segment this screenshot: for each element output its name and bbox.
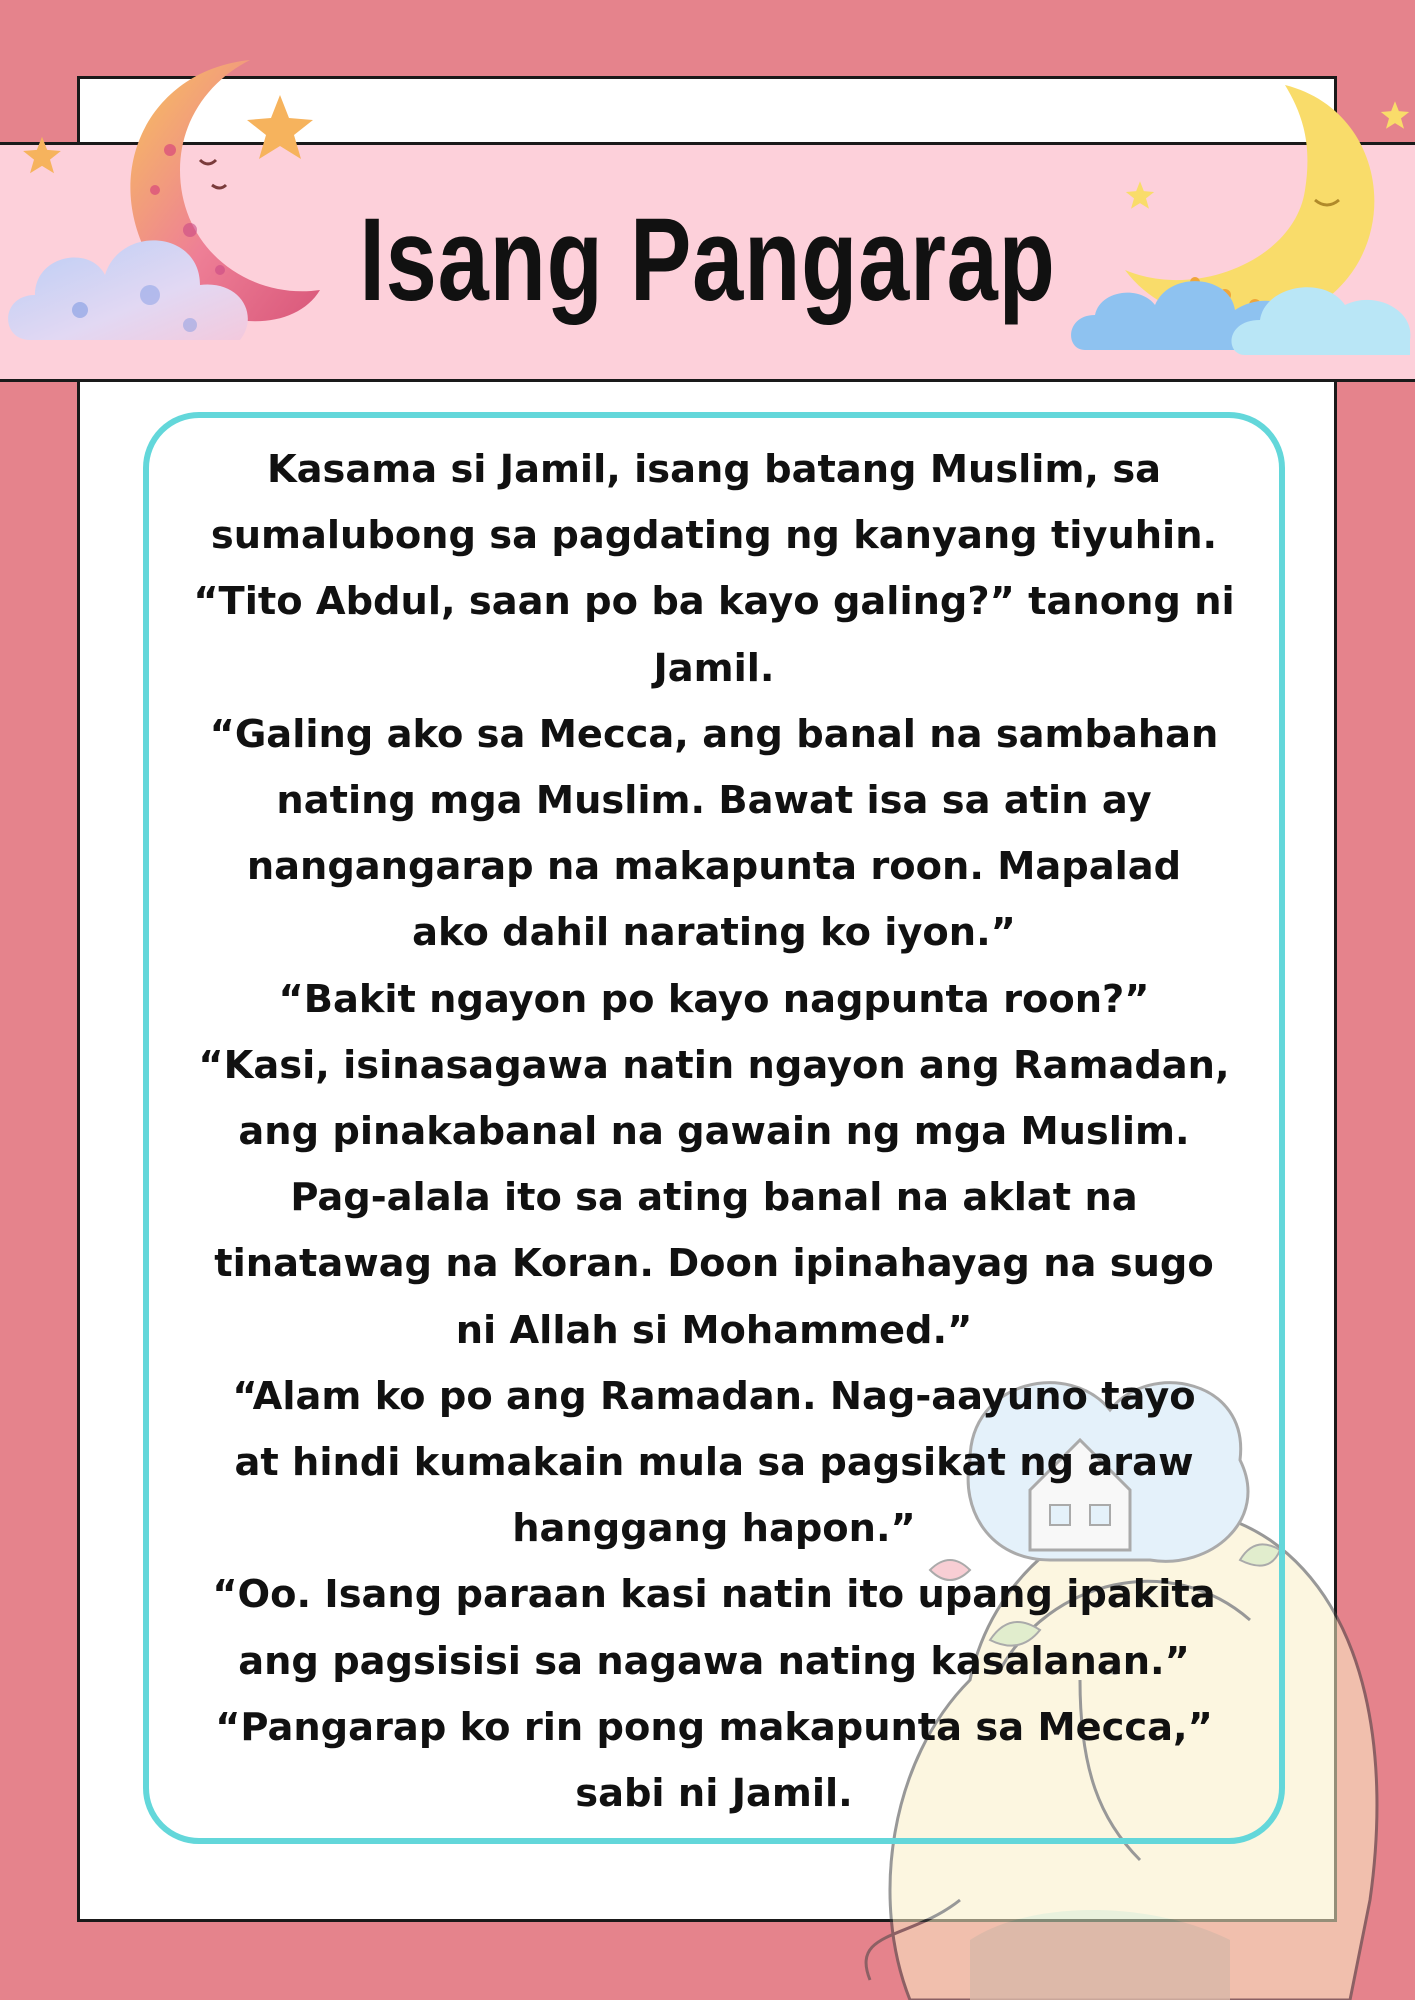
story-line: ang pagsisisi sa nagawa nating kasalanan.” [238,1638,1190,1684]
story-line: at hindi kumakain mula sa pagsikat ng araw [234,1440,1194,1486]
story-line: “Alam ko po ang Ramadan. Nag-aayuno tayo [232,1373,1196,1419]
story-line: “Kasi, isinasagawa natin ngayon ang Ramadan, [198,1042,1230,1088]
story-line: “Bakit ngayon po kayo nagpunta roon?” [278,976,1150,1022]
star-icon [245,92,315,162]
story-line: ni Allah si Mohammed.” [455,1307,973,1353]
story-line: tinatawag na Koran. Doon ipinahayag na sugo [214,1241,1214,1287]
story-line: “Tito Abdul, saan po ba kayo galing?” tanong ni [193,579,1235,625]
page-title: Isang Pangarap [359,194,1056,326]
story-line: Pag-alala ito sa ating banal na aklat na [290,1175,1138,1221]
story-line: nangangarap na makapunta roon. Mapalad [246,844,1182,890]
story-line: hanggang hapon.” [512,1506,916,1552]
story-line: Jamil. [653,645,775,691]
story-line: “Oo. Isang paraan kasi natin ito upang ipakita [212,1572,1216,1618]
story-text [150,437,1278,1827]
story-line: “Pangarap ko rin pong makapunta sa Mecca,” [215,1704,1213,1750]
story-line: sumalubong sa pagdating ng kanyang tiyuhin. [210,513,1218,559]
star-icon [22,135,62,175]
story-line: sabi ni Jamil. [575,1771,853,1817]
star-icon [1380,100,1410,130]
story-line: “Galing ako sa Mecca, ang banal na sambahan [209,711,1219,757]
story-line: ang pinakabanal na gawain ng mga Muslim. [238,1109,1190,1155]
story-line: ako dahil narating ko iyon.” [412,910,1016,956]
story-line: nating mga Muslim. Bawat isa sa atin ay [276,778,1152,824]
story-line: Kasama si Jamil, isang batang Muslim, sa [266,447,1162,492]
